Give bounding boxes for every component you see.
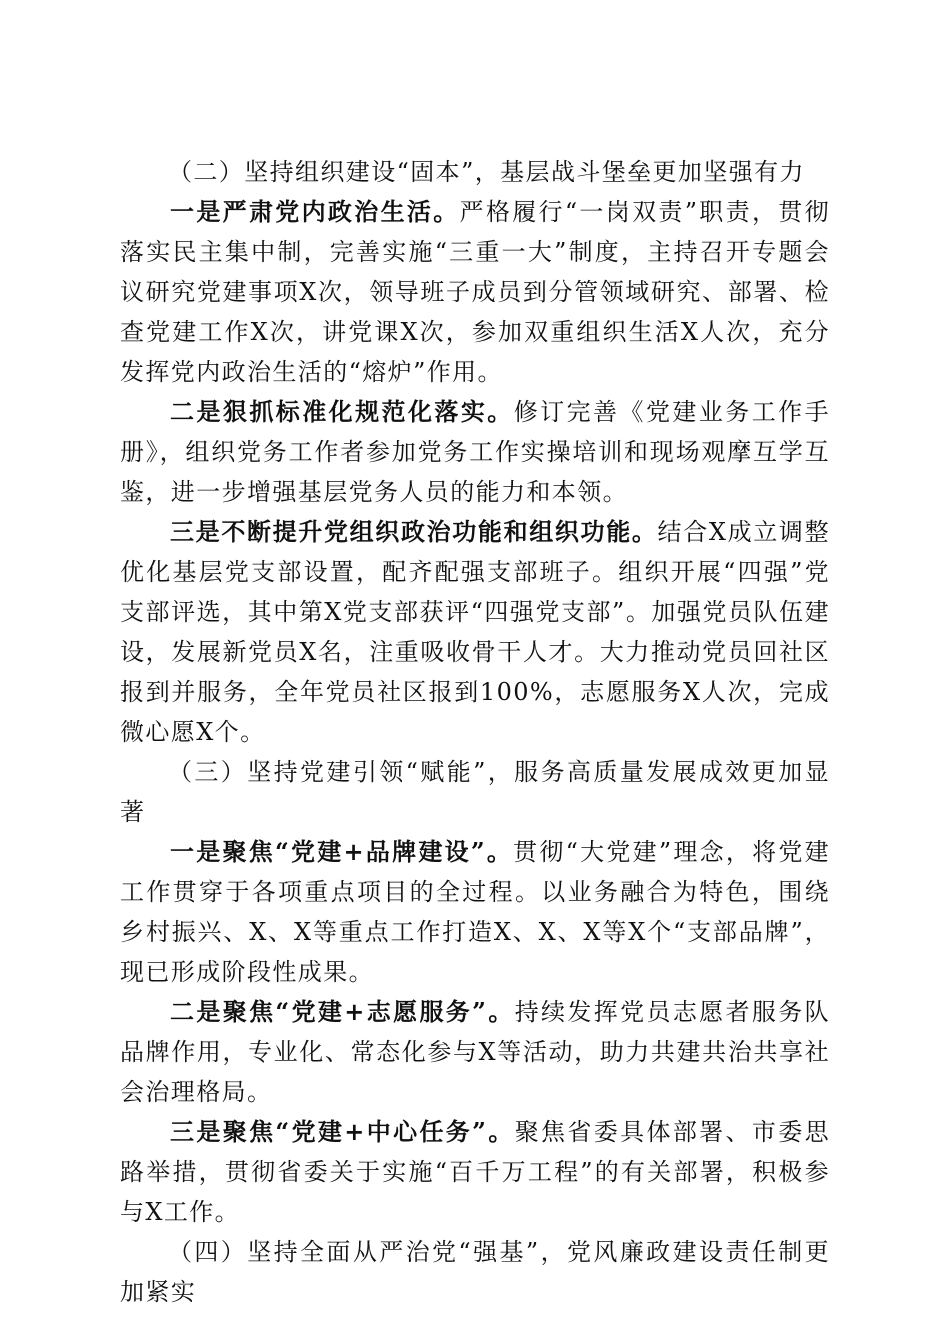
paragraph-lead: 三是不断提升党组织政治功能和组织功能。 [170, 517, 658, 546]
section-heading-4: （四）坚持全面从严治党“强基”，党风廉政建设责任制更加紧实 [120, 1238, 830, 1306]
paragraph-text: 持续发挥党员志愿者服务队品牌作用，专业化、常态化参与X等活动，助力共建共治共享社会治理格局。 [120, 998, 830, 1106]
paragraph-text: 结合X成立调整优化基层党支部设置，配齐配强支部班子。组织开展“四强”党支部评选，其中第X党支部获评“四强党支部”。加强党员队伍建设，发展新党员X名，注重吸收骨干人才。大力推动党员回社区报到并服务，全年党员社区报到100%，志愿服务X人次，完成微心愿X个。 [120, 518, 830, 746]
paragraph-volunteer-service [120, 992, 830, 1112]
paragraph-brand-building [120, 832, 830, 992]
section-heading-3: （三）坚持党建引领“赋能”，服务高质量发展成效更加显著 [120, 758, 830, 826]
paragraph-lead: 三是聚焦“党建+中心任务”。 [170, 1117, 515, 1146]
paragraph-text: 贯彻“大党建”理念，将党建工作贯穿于各项重点项目的全过程。以业务融合为特色，围绕乡村振兴、X、X等重点工作打造X、X、X等X个“支部品牌”，现已形成阶段性成果。 [120, 838, 830, 986]
document-body [120, 152, 830, 1312]
paragraph-lead: 二是狠抓标准化规范化落实。 [170, 397, 514, 426]
paragraph-lead: 二是聚焦“党建+志愿服务”。 [170, 997, 515, 1026]
paragraph-standardization [120, 392, 830, 512]
paragraph-lead: 一是严肃党内政治生活。 [170, 197, 460, 226]
paragraph-text: 修订完善《党建业务工作手册》，组织党务工作者参加党务工作实操培训和现场观摩互学互鉴，进一步增强基层党务人员的能力和本领。 [120, 398, 830, 506]
section-heading-2: （二）坚持组织建设“固本”，基层战斗堡垒更加坚强有力 [168, 158, 805, 186]
paragraph-lead: 一是聚焦“党建+品牌建设”。 [170, 837, 514, 866]
paragraph-political-life [120, 192, 830, 392]
paragraph-text: 聚焦省委具体部署、市委思路举措，贯彻省委关于实施“百千万工程”的有关部署，积极参与X工作。 [120, 1118, 830, 1226]
paragraph-organization-function [120, 512, 830, 752]
paragraph-text: 严格履行“一岗双责”职责，贯彻落实民主集中制，完善实施“三重一大”制度，主持召开专题会议研究党建事项X次，领导班子成员到分管领域研究、部署、检查党建工作X次，讲党课X次，参加双重组织生活X人次，充分发挥党内政治生活的“熔炉”作用。 [120, 198, 830, 386]
paragraph-central-tasks [120, 1112, 830, 1232]
